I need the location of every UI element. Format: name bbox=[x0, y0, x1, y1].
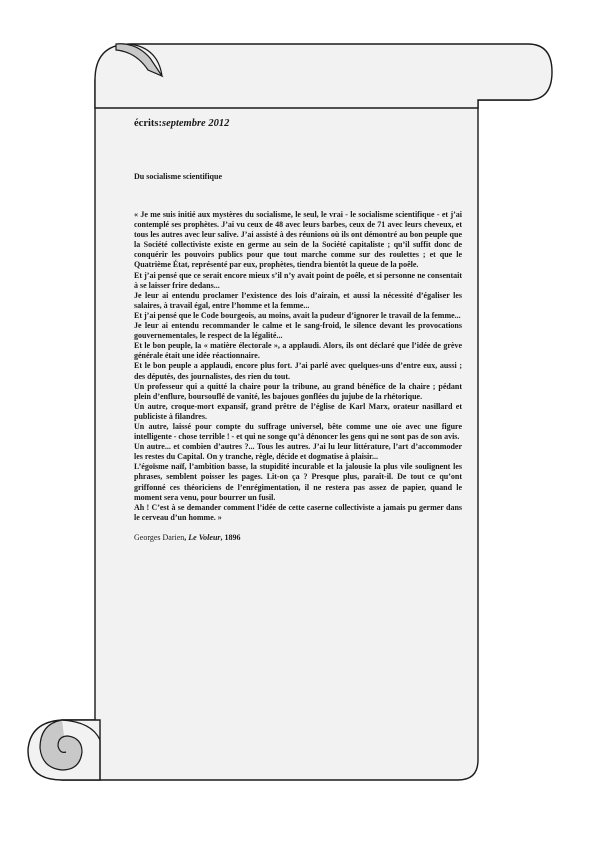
quote-paragraph: Un autre, laissé pour compte du suffrage universel, bête comme une oie avec une figure intelligente - chose terrible ! - et qui ne songe qu’à dénoncer les gens qui ne sont pas de son avis. bbox=[134, 421, 462, 442]
quote-paragraph: L’égoïsme naïf, l’ambition basse, la stupidité incurable et la jalousie la plus vile soulignent les phrases, semblent poisser les pages. Lit-on ça ? Presque plus, paraît-il. De tout ce qu’ont griffonné ces théoriciens de l’enrégimentation, il ne restera pas assez de papier, quand le moment sera venu, pour bourrer un fusil. bbox=[134, 462, 462, 502]
signature-separator: , bbox=[184, 532, 189, 542]
quote-paragraph: Ah ! C’est à se demander comment l’idée de cette caserne collectiviste a jamais pu germer dans le cerveau d’un homme. » bbox=[134, 502, 462, 522]
quote-paragraph: Et le bon peuple a applaudi, encore plus fort. J’ai parlé avec quelques-uns d’entre eux, aussi ; des députés, des journalistes, des rien du tout. bbox=[134, 361, 462, 381]
header-date: septembre 2012 bbox=[161, 118, 230, 129]
quote-paragraph: Et le bon peuple, la « matière électorale », a applaudi. Alors, ils ont déclaré que l’idée de grève générale était une idée réactionnaire. bbox=[134, 341, 462, 361]
quote-paragraph: Je leur ai entendu recommander le calme et le sang-froid, le silence devant les provocations gouvernementales, le respect de la légalité... bbox=[134, 321, 462, 341]
quote-paragraph: Un autre, croque-mort expansif, grand prêtre de l’église de Karl Marx, orateur nasillard et publiciste à filandres. bbox=[134, 401, 462, 421]
document-content bbox=[134, 110, 462, 543]
page-header bbox=[134, 118, 462, 129]
signature bbox=[134, 533, 462, 543]
signature-work-title: Le Voleur bbox=[188, 532, 221, 542]
quote-paragraph: Un professeur qui a quitté la chaire pour la tribune, au grand bénéfice de la chaire ; pédant plein d’enflure, boursouflé de vanité, les bajoues gonflées du jujube de la rhétorique. bbox=[134, 381, 462, 401]
quote-paragraph: Un autre... et combien d’autres ?... Tous les autres. J’ai lu leur littérature, l’art d’accommoder les restes du Capital. On y tranche, règle, décide et dogmatise à plaisir... bbox=[134, 442, 462, 462]
signature-author: Georges Darien bbox=[134, 532, 185, 542]
quote-body bbox=[134, 210, 462, 523]
header-label: écrits: bbox=[134, 118, 162, 129]
quote-paragraph: Je leur ai entendu proclamer l’existence des lois d’airain, et aussi la nécessité d’égaliser les salaires, à travail égal, entre l’homme et la femme... bbox=[134, 290, 462, 310]
quote-paragraph: « Je me suis initié aux mystères du socialisme, le seul, le vrai - le socialisme scientifique - et j’ai contemplé ses prophètes. J’ai vu ceux de 48 avec leurs barbes, ceux de 71 avec leurs cheveux, et tous les autres avec leur salive. J’ai assisté à des réunions où ils ont démontré au bon peuple que la Société collectiviste existe en germe au sein de la Société capitaliste ; qu’il suffit donc de conquérir les pouvoirs publics pour que tout marche comme sur des roulettes ; et que le Quatrième État, représenté par eux, prophètes, tiendra bientôt la queue de la poêle. bbox=[134, 210, 462, 270]
quote-paragraph: Et j’ai pensé que le Code bourgeois, au moins, avait la pudeur d’ignorer le travail de la femme... bbox=[134, 310, 461, 320]
section-title: Du socialisme scientifique bbox=[134, 172, 222, 181]
signature-year: , 1896 bbox=[220, 532, 241, 542]
quote-paragraph: Et j’ai pensé que ce serait encore mieux s’il n’y avait point de poêle, et si personne ne consentait à se laisser frire dedans... bbox=[134, 270, 462, 290]
scroll-top-roll bbox=[95, 44, 552, 108]
